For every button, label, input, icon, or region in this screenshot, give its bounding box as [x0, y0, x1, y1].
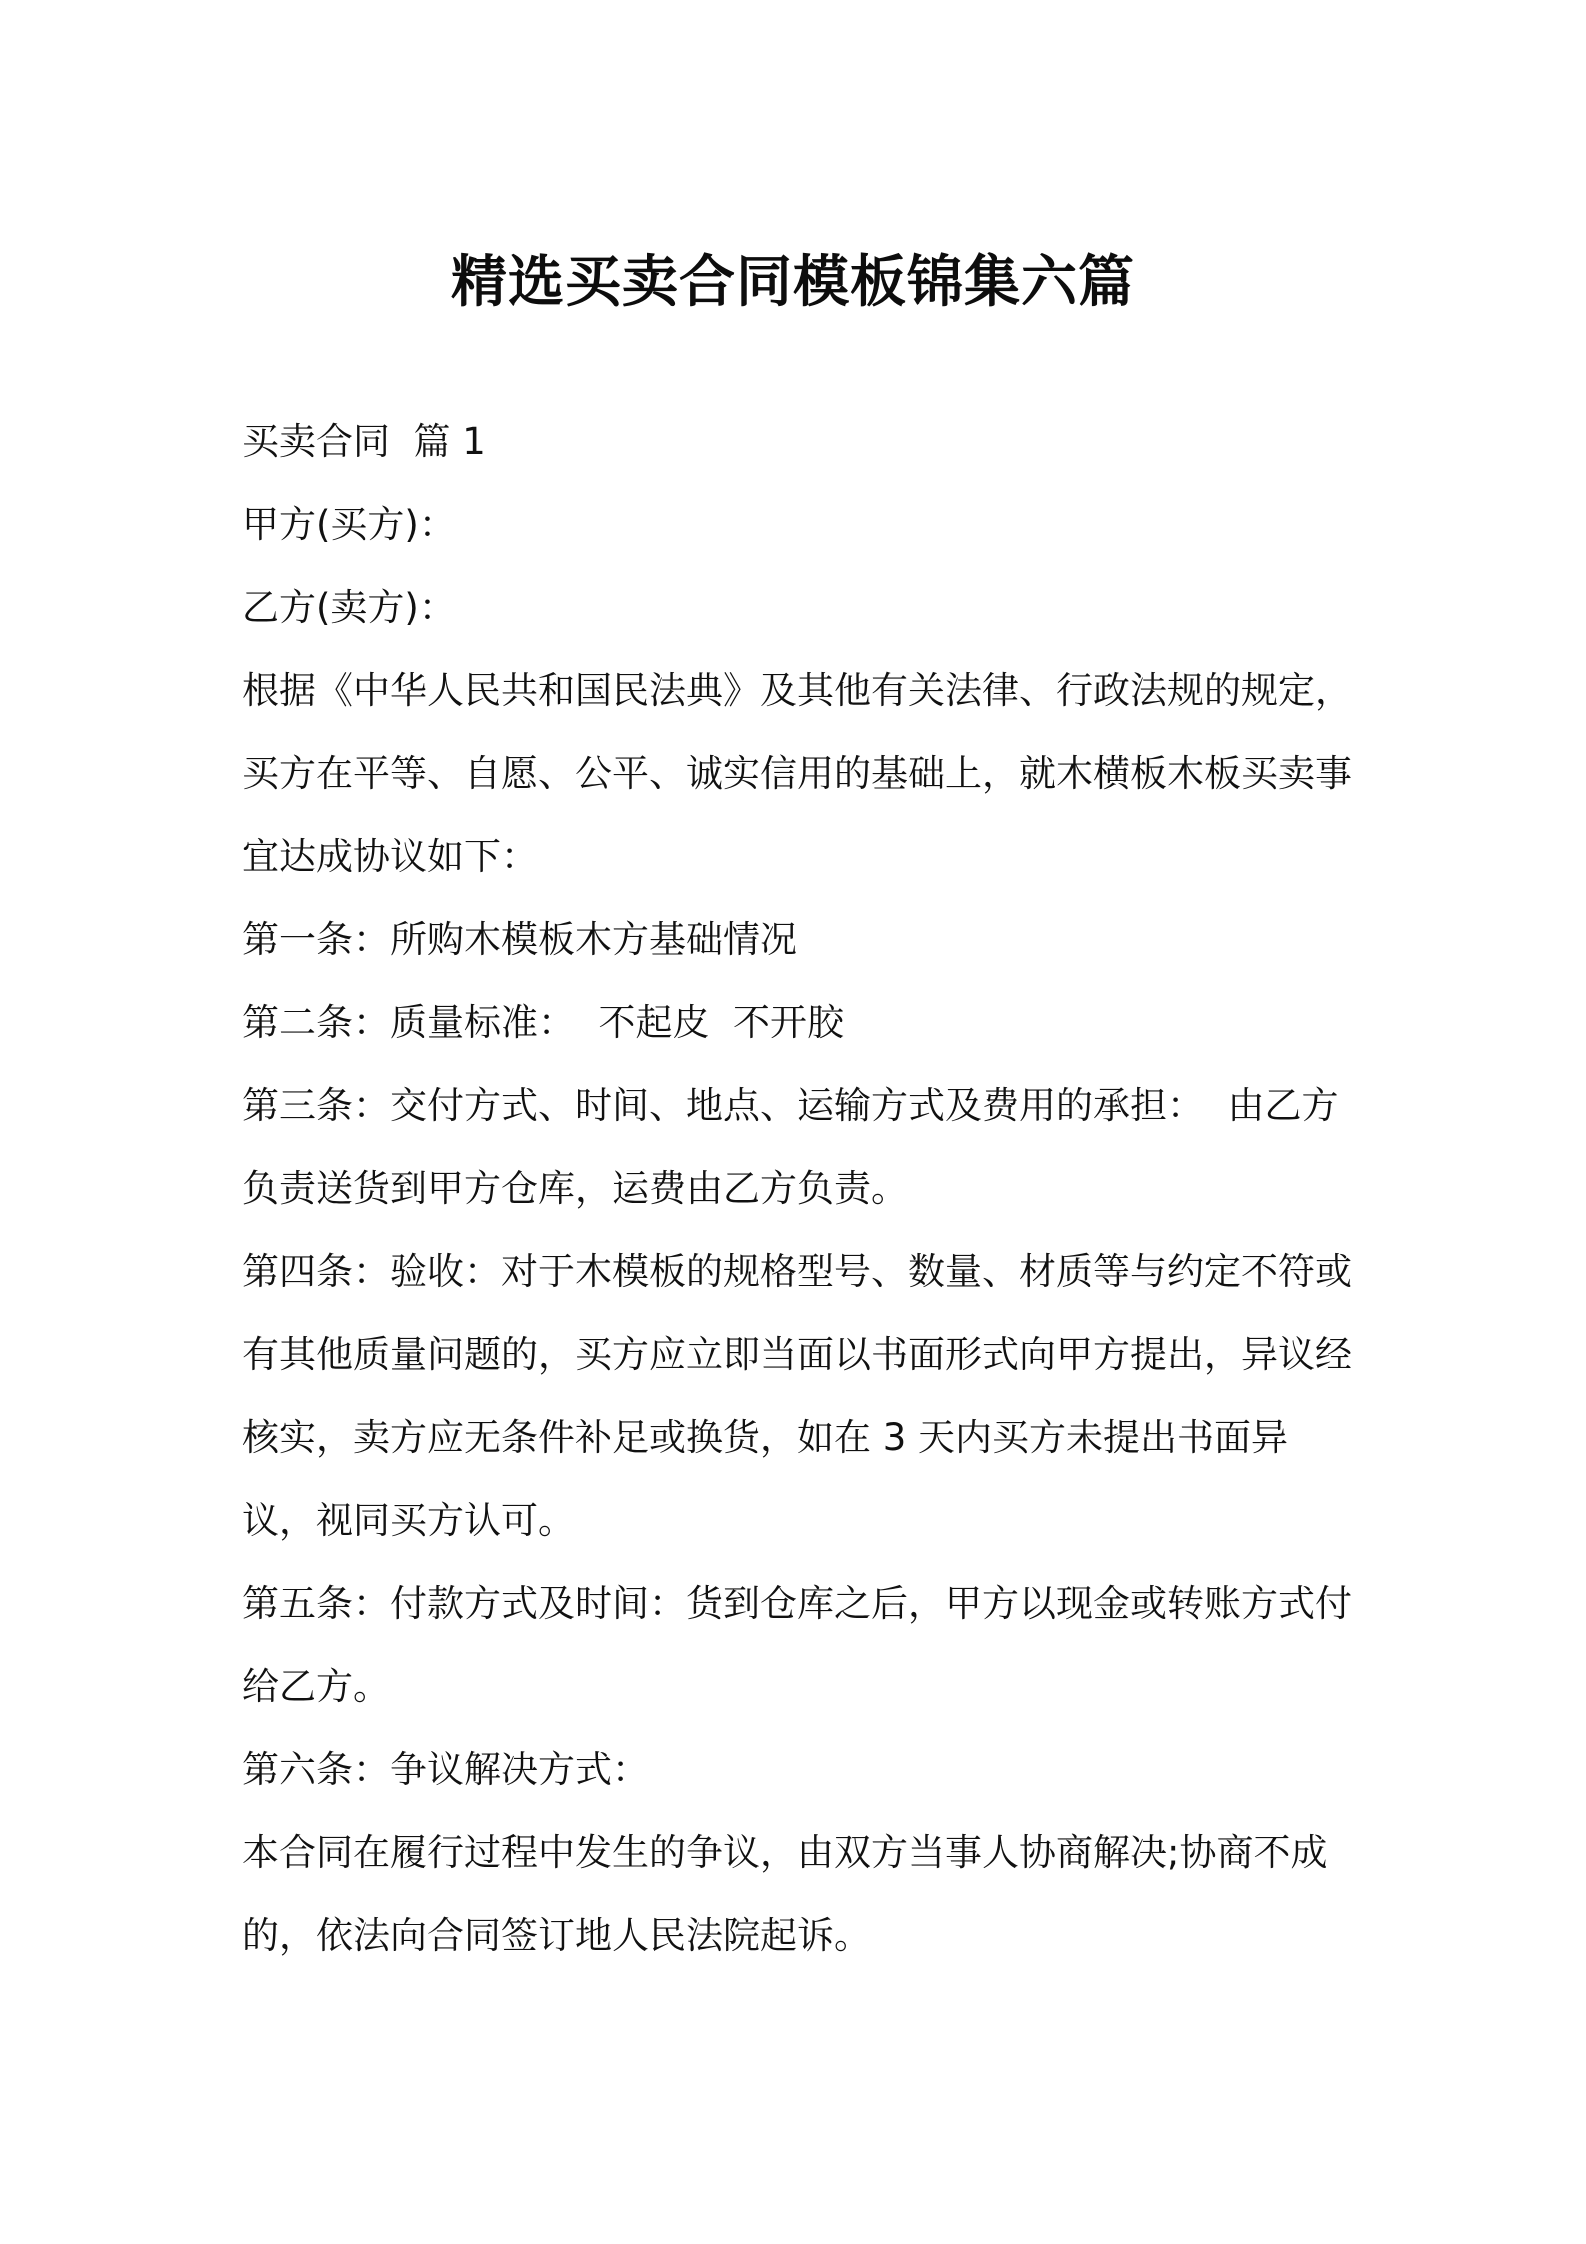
buyer-party-line: 甲方(买方)：: [242, 503, 456, 546]
dispute-resolution-paragraph: 本合同在履行过程中发生的争议，由双方当事人协商解决;协商不成的，依法向合同签订地人民法院起诉。: [242, 1831, 1328, 1957]
article-2: 第二条：质量标准： 不起皮 不开胶: [242, 1001, 845, 1044]
article-4: 第四条：验收：对于木模板的规格型号、数量、材质等与约定不符或有其他质量问题的，买方应立即当面以书面形式向甲方提出，异议经核实，卖方应无条件补足或换货，如在 3 天内买方未提出书面异议，视同买方认可。: [242, 1250, 1352, 1542]
section-heading: 买卖合同 篇 1: [242, 420, 486, 463]
article-3: 第三条：交付方式、时间、地点、运输方式及费用的承担： 由乙方负责送货到甲方仓库，运费由乙方负责。: [242, 1084, 1339, 1210]
article-1: 第一条：所购木模板木方基础情况: [242, 918, 797, 961]
seller-party-line: 乙方(卖方)：: [242, 586, 456, 629]
article-6: 第六条：争议解决方式：: [242, 1748, 649, 1791]
document-title: 精选买卖合同模板锦集六篇: [451, 249, 1135, 315]
preamble-paragraph: 根据《中华人民共和国民法典》及其他有关法律、行政法规的规定，买方在平等、自愿、公平、诚实信用的基础上，就木横板木板买卖事宜达成协议如下：: [242, 669, 1352, 878]
document-body: [242, 400, 1357, 1977]
article-5: 第五条：付款方式及时间：货到仓库之后，甲方以现金或转账方式付给乙方。: [242, 1582, 1352, 1708]
